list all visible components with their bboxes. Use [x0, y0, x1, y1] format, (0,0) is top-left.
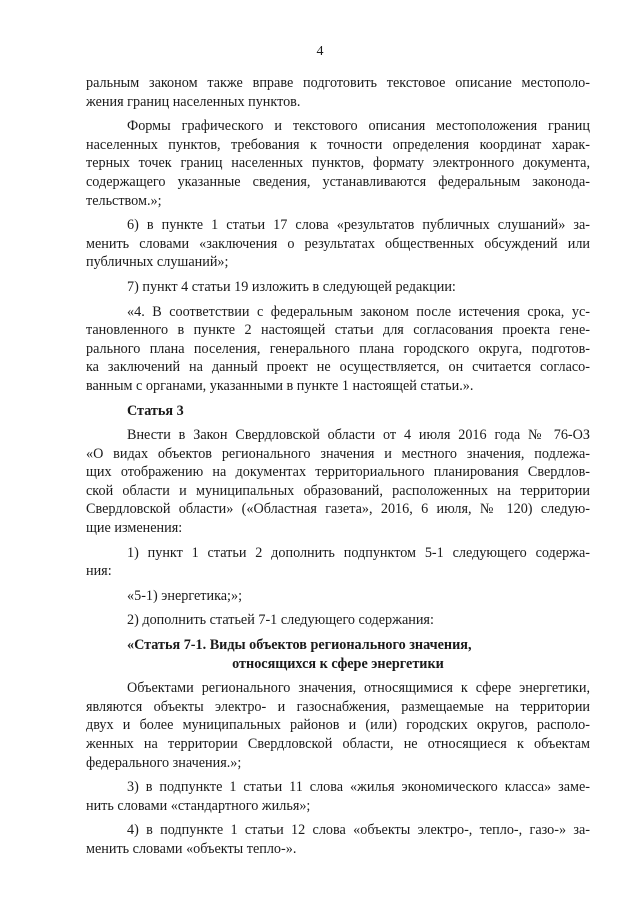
text-line: 3) в подпункте 1 статьи 11 слова «жилья экономического класса» заме- [127, 779, 590, 796]
text-line: 2) дополнить статьей 7-1 следующего содержания: [127, 612, 434, 629]
text-line: тельством.»; [86, 192, 162, 209]
text-line: ка заключений на данный проект не осуществляется, он считается согласо- [86, 359, 590, 376]
text-line: 6) в пункте 1 статьи 17 слова «результатов публичных слушаний» за- [127, 217, 590, 234]
text-line: публичных слушаний»; [86, 254, 229, 271]
text-line: содержащего указанные сведения, устанавливаются федеральным законода- [86, 173, 590, 190]
text-line: ванным с органами, указанными в пункте 1 настоящей статьи.». [86, 377, 474, 394]
text-line: рального плана поселения, генерального плана городского округа, подготов- [86, 340, 590, 357]
text-line: ральным законом также вправе подготовить текстовое описание местополо- [86, 75, 590, 91]
document-body [86, 74, 590, 859]
text-line: Свердловской области» («Областная газета», 2016, 6 июля, № 120) следую- [86, 501, 590, 518]
text-line: двух и более муниципальных районов и (или) городских округов, располо- [86, 717, 590, 734]
text-line: «4. В соответствии с федеральным законом после истечения срока, ус- [127, 303, 590, 320]
text-line: федерального значения.»; [86, 754, 242, 771]
text-line: тановленного в пункте 2 настоящей статьи для согласования проекта гене- [86, 322, 590, 339]
text-line: «О видах объектов регионального значения и местного значения, подлежа- [86, 445, 590, 462]
text-line: менить словами «заключения о результатах общественных обсуждений или [86, 235, 590, 252]
text-line: терных точек границ населенных пунктов, формату электронного документа, [86, 155, 590, 172]
text-line: щие изменения: [86, 520, 183, 537]
text-line: «5-1) энергетика;»; [127, 587, 243, 604]
text-line: Внести в Закон Свердловской области от 4 июля 2016 года № 76-ОЗ [127, 427, 590, 444]
text-line: щих отображению на документах территориального планирования Свердлов- [86, 464, 590, 481]
text-line: Объектами регионального значения, относящимися к сфере энергетики, [127, 680, 590, 697]
heading-line: «Статья 7-1. Виды объектов регионального значения, [127, 637, 472, 654]
heading-line: Статья 3 [127, 402, 184, 419]
text-line: ния: [86, 563, 112, 580]
text-line: являются объекты электро- и газоснабжения, размещаемые на территории [86, 698, 590, 715]
text-line: 1) пункт 1 статьи 2 дополнить подпунктом 5-1 следующего содержа- [127, 544, 590, 561]
text-line: 7) пункт 4 статьи 19 изложить в следующей редакции: [127, 278, 456, 295]
text-line: жения границ населенных пунктов. [86, 93, 301, 110]
page-number: 4 [316, 44, 324, 59]
text-line: женных на территории Свердловской области, не относящиеся к объектам [86, 736, 590, 752]
heading-line: относящихся к сфере энергетики [232, 655, 444, 672]
text-line: 4) в подпункте 1 статьи 12 слова «объекты электро-, тепло-, газо-» за- [127, 822, 590, 839]
text-line: ской области и муниципальных образований, расположенных на территории [86, 482, 590, 499]
text-line: Формы графического и текстового описания местоположения границ [127, 118, 590, 135]
text-line: нить словами «стандартного жилья»; [86, 797, 311, 814]
text-line: менить словами «объекты тепло-». [86, 840, 297, 857]
text-line: населенных пунктов, требования к точности определения координат харак- [86, 136, 590, 153]
